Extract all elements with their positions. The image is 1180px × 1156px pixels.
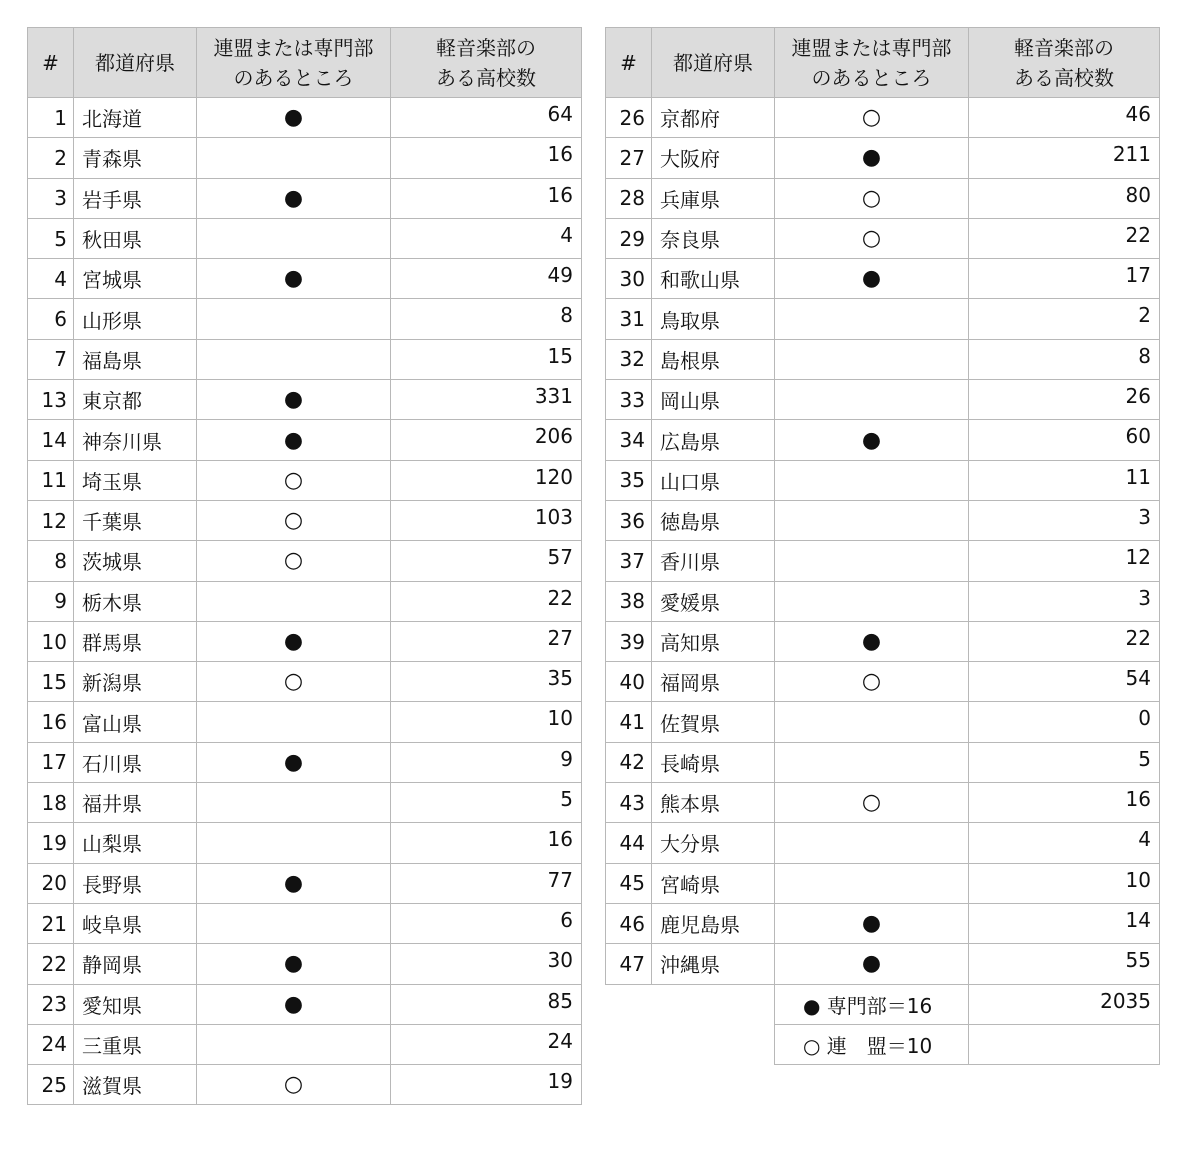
summary-empty-cell: [969, 1024, 1160, 1064]
header-prefecture: 都道府県: [74, 28, 197, 98]
school-count: 77: [391, 863, 582, 903]
prefecture-name: 山口県: [652, 460, 775, 500]
prefecture-name: 群馬県: [74, 621, 197, 661]
prefecture-name: 茨城県: [74, 541, 197, 581]
prefecture-name: 三重県: [74, 1024, 197, 1064]
association-mark: ○: [197, 541, 391, 581]
row-number: 35: [606, 460, 652, 500]
school-count: 15: [391, 339, 582, 379]
header-association-line1: 連盟または専門部: [213, 35, 374, 60]
prefecture-name: 奈良県: [652, 218, 775, 258]
prefecture-name: 青森県: [74, 138, 197, 178]
school-count: 206: [391, 420, 582, 460]
association-mark: ○: [775, 783, 969, 823]
row-number: 23: [28, 984, 74, 1024]
row-number: 15: [28, 662, 74, 702]
school-count: 55: [969, 944, 1160, 984]
school-count: 19: [391, 1065, 582, 1105]
association-mark: ●: [775, 903, 969, 943]
table-row: [606, 420, 1160, 460]
table-row: [28, 1024, 582, 1064]
row-number: 24: [28, 1024, 74, 1064]
association-mark: ○: [775, 178, 969, 218]
prefecture-name: 長野県: [74, 863, 197, 903]
prefecture-table-left: [27, 27, 582, 1105]
association-mark: [197, 218, 391, 258]
header-association-line2: のあるところ: [811, 65, 932, 90]
association-mark: ●: [197, 259, 391, 299]
prefecture-name: 岩手県: [74, 178, 197, 218]
association-mark: [197, 702, 391, 742]
association-mark: ○: [775, 98, 969, 138]
table-row: [28, 259, 582, 299]
row-number: 28: [606, 178, 652, 218]
summary-row-filled: [606, 984, 1160, 1024]
table-row: [606, 380, 1160, 420]
table-row: [28, 460, 582, 500]
row-number: 25: [28, 1065, 74, 1105]
school-count: 9: [391, 742, 582, 782]
association-mark: ●: [197, 420, 391, 460]
school-count: 22: [969, 621, 1160, 661]
school-count: 331: [391, 380, 582, 420]
row-number: 41: [606, 702, 652, 742]
association-mark: ○: [775, 662, 969, 702]
table-row: [28, 218, 582, 258]
row-number: 29: [606, 218, 652, 258]
school-count: 85: [391, 984, 582, 1024]
row-number: 16: [28, 702, 74, 742]
school-count: 16: [969, 783, 1160, 823]
prefecture-name: 岐阜県: [74, 903, 197, 943]
row-number: 6: [28, 299, 74, 339]
row-number: 3: [28, 178, 74, 218]
header-number: #: [28, 28, 74, 98]
prefecture-name: 高知県: [652, 621, 775, 661]
school-count: 16: [391, 178, 582, 218]
row-number: 37: [606, 541, 652, 581]
association-mark: [197, 299, 391, 339]
header-count-line1: 軽音楽部の: [436, 35, 536, 60]
school-count: 14: [969, 903, 1160, 943]
prefecture-name: 佐賀県: [652, 702, 775, 742]
association-mark: [197, 783, 391, 823]
school-count: 103: [391, 500, 582, 540]
table-row: [606, 460, 1160, 500]
table-row: [28, 702, 582, 742]
school-count: 64: [391, 98, 582, 138]
prefecture-name: 山形県: [74, 299, 197, 339]
prefecture-name: 愛知県: [74, 984, 197, 1024]
association-mark: ●: [775, 138, 969, 178]
prefecture-name: 滋賀県: [74, 1065, 197, 1105]
association-mark: ●: [197, 984, 391, 1024]
association-mark: ○: [197, 662, 391, 702]
school-count: 27: [391, 621, 582, 661]
row-number: 1: [28, 98, 74, 138]
row-number: 26: [606, 98, 652, 138]
school-count: 16: [391, 823, 582, 863]
association-mark: ●: [775, 259, 969, 299]
school-count: 46: [969, 98, 1160, 138]
prefecture-name: 愛媛県: [652, 581, 775, 621]
table-row: [28, 1065, 582, 1105]
school-count: 80: [969, 178, 1160, 218]
table-row: [28, 662, 582, 702]
table-row: [606, 702, 1160, 742]
school-count: 2: [969, 299, 1160, 339]
header-count-line2: ある高校数: [436, 65, 536, 90]
table-row: [28, 903, 582, 943]
table-row: [606, 98, 1160, 138]
table-row: [28, 783, 582, 823]
school-count: 10: [391, 702, 582, 742]
table-row: [606, 138, 1160, 178]
table-row: [28, 984, 582, 1024]
table-row: [28, 380, 582, 420]
prefecture-table-right: [605, 27, 1160, 1065]
prefecture-name: 島根県: [652, 339, 775, 379]
header-count-line1: 軽音楽部の: [1014, 35, 1114, 60]
row-number: 31: [606, 299, 652, 339]
header-school-count: [391, 28, 582, 98]
prefecture-name: 埼玉県: [74, 460, 197, 500]
legend-specialty: ● 専門部＝16: [775, 984, 969, 1024]
table-row: [28, 98, 582, 138]
school-count: 10: [969, 863, 1160, 903]
table-row: [28, 138, 582, 178]
prefecture-name: 山梨県: [74, 823, 197, 863]
table-row: [606, 783, 1160, 823]
association-mark: ●: [197, 98, 391, 138]
legend-federation: ○ 連 盟＝10: [775, 1024, 969, 1064]
association-mark: ●: [197, 742, 391, 782]
school-count: 26: [969, 380, 1160, 420]
table-row: [606, 541, 1160, 581]
prefecture-name: 新潟県: [74, 662, 197, 702]
summary-blank: [606, 984, 775, 1065]
table-row: [28, 541, 582, 581]
prefecture-name: 福岡県: [652, 662, 775, 702]
school-count: 8: [969, 339, 1160, 379]
table-row: [28, 178, 582, 218]
school-count: 8: [391, 299, 582, 339]
row-number: 4: [28, 259, 74, 299]
prefecture-name: 沖縄県: [652, 944, 775, 984]
row-number: 9: [28, 581, 74, 621]
association-mark: ●: [197, 621, 391, 661]
header-number: #: [606, 28, 652, 98]
table-row: [606, 742, 1160, 782]
school-count: 0: [969, 702, 1160, 742]
table-row: [606, 500, 1160, 540]
school-count: 22: [969, 218, 1160, 258]
association-mark: ●: [775, 621, 969, 661]
header-association: [197, 28, 391, 98]
association-mark: [775, 500, 969, 540]
school-count: 60: [969, 420, 1160, 460]
prefecture-name: 栃木県: [74, 581, 197, 621]
association-mark: ●: [197, 944, 391, 984]
table-row: [28, 621, 582, 661]
association-mark: [197, 1024, 391, 1064]
row-number: 36: [606, 500, 652, 540]
table-row: [606, 903, 1160, 943]
prefecture-name: 和歌山県: [652, 259, 775, 299]
association-mark: [775, 742, 969, 782]
association-mark: [197, 581, 391, 621]
school-count: 57: [391, 541, 582, 581]
row-number: 13: [28, 380, 74, 420]
prefecture-name: 岡山県: [652, 380, 775, 420]
association-mark: [775, 339, 969, 379]
school-count: 6: [391, 903, 582, 943]
school-count: 211: [969, 138, 1160, 178]
prefecture-name: 静岡県: [74, 944, 197, 984]
row-number: 39: [606, 621, 652, 661]
prefecture-name: 富山県: [74, 702, 197, 742]
row-number: 45: [606, 863, 652, 903]
table-row: [606, 944, 1160, 984]
row-number: 30: [606, 259, 652, 299]
table-row: [606, 299, 1160, 339]
row-number: 17: [28, 742, 74, 782]
prefecture-name: 兵庫県: [652, 178, 775, 218]
association-mark: [775, 541, 969, 581]
school-count: 35: [391, 662, 582, 702]
table-row: [606, 823, 1160, 863]
association-mark: [775, 460, 969, 500]
row-number: 8: [28, 541, 74, 581]
row-number: 47: [606, 944, 652, 984]
school-count: 24: [391, 1024, 582, 1064]
table-row: [606, 218, 1160, 258]
prefecture-name: 長崎県: [652, 742, 775, 782]
prefecture-name: 京都府: [652, 98, 775, 138]
row-number: 34: [606, 420, 652, 460]
table-row: [28, 581, 582, 621]
school-count: 4: [969, 823, 1160, 863]
association-mark: [197, 903, 391, 943]
prefecture-name: 香川県: [652, 541, 775, 581]
table-row: [28, 299, 582, 339]
association-mark: [197, 339, 391, 379]
school-count: 16: [391, 138, 582, 178]
school-count: 17: [969, 259, 1160, 299]
association-mark: ●: [775, 420, 969, 460]
association-mark: [775, 823, 969, 863]
header-association: [775, 28, 969, 98]
association-mark: [197, 823, 391, 863]
header-school-count: [969, 28, 1160, 98]
school-count: 3: [969, 581, 1160, 621]
table-row: [28, 420, 582, 460]
school-count: 30: [391, 944, 582, 984]
row-number: 44: [606, 823, 652, 863]
row-number: 46: [606, 903, 652, 943]
table-row: [606, 339, 1160, 379]
association-mark: ○: [197, 460, 391, 500]
table-row: [606, 621, 1160, 661]
association-mark: ●: [197, 380, 391, 420]
row-number: 43: [606, 783, 652, 823]
table-row: [606, 581, 1160, 621]
school-count: 4: [391, 218, 582, 258]
school-count: 3: [969, 500, 1160, 540]
prefecture-name: 鹿児島県: [652, 903, 775, 943]
row-number: 20: [28, 863, 74, 903]
prefecture-name: 鳥取県: [652, 299, 775, 339]
school-count: 5: [969, 742, 1160, 782]
association-mark: ●: [775, 944, 969, 984]
prefecture-name: 大分県: [652, 823, 775, 863]
school-count: 12: [969, 541, 1160, 581]
school-count: 120: [391, 460, 582, 500]
prefecture-name: 福井県: [74, 783, 197, 823]
row-number: 10: [28, 621, 74, 661]
association-mark: ●: [197, 178, 391, 218]
table-row: [606, 259, 1160, 299]
prefecture-name: 熊本県: [652, 783, 775, 823]
row-number: 14: [28, 420, 74, 460]
prefecture-name: 東京都: [74, 380, 197, 420]
row-number: 33: [606, 380, 652, 420]
prefecture-name: 千葉県: [74, 500, 197, 540]
table-row: [28, 823, 582, 863]
prefecture-name: 宮崎県: [652, 863, 775, 903]
table-header-row: [606, 28, 1160, 98]
association-mark: [775, 299, 969, 339]
school-count: 5: [391, 783, 582, 823]
table-header-row: [28, 28, 582, 98]
association-mark: ●: [197, 863, 391, 903]
association-mark: ○: [775, 218, 969, 258]
association-mark: [775, 702, 969, 742]
school-count: 22: [391, 581, 582, 621]
table-row: [28, 863, 582, 903]
prefecture-name: 北海道: [74, 98, 197, 138]
prefecture-name: 広島県: [652, 420, 775, 460]
row-number: 11: [28, 460, 74, 500]
association-mark: ○: [197, 1065, 391, 1105]
table-row: [606, 863, 1160, 903]
prefecture-name: 宮城県: [74, 259, 197, 299]
row-number: 22: [28, 944, 74, 984]
row-number: 27: [606, 138, 652, 178]
table-row: [606, 178, 1160, 218]
association-mark: ○: [197, 500, 391, 540]
school-count: 54: [969, 662, 1160, 702]
association-mark: [775, 863, 969, 903]
row-number: 7: [28, 339, 74, 379]
total-count: 2035: [969, 984, 1160, 1024]
row-number: 38: [606, 581, 652, 621]
association-mark: [197, 138, 391, 178]
row-number: 18: [28, 783, 74, 823]
association-mark: [775, 581, 969, 621]
row-number: 19: [28, 823, 74, 863]
association-mark: [775, 380, 969, 420]
row-number: 42: [606, 742, 652, 782]
school-count: 11: [969, 460, 1160, 500]
row-number: 21: [28, 903, 74, 943]
header-prefecture: 都道府県: [652, 28, 775, 98]
table-row: [28, 339, 582, 379]
table-row: [28, 944, 582, 984]
row-number: 32: [606, 339, 652, 379]
row-number: 40: [606, 662, 652, 702]
table-row: [606, 662, 1160, 702]
prefecture-name: 石川県: [74, 742, 197, 782]
prefecture-name: 神奈川県: [74, 420, 197, 460]
prefecture-name: 秋田県: [74, 218, 197, 258]
prefecture-name: 徳島県: [652, 500, 775, 540]
row-number: 2: [28, 138, 74, 178]
table-row: [28, 742, 582, 782]
table-row: [28, 500, 582, 540]
header-count-line2: ある高校数: [1014, 65, 1114, 90]
prefecture-name: 大阪府: [652, 138, 775, 178]
row-number: 12: [28, 500, 74, 540]
prefecture-name: 福島県: [74, 339, 197, 379]
row-number: 5: [28, 218, 74, 258]
school-count: 49: [391, 259, 582, 299]
header-association-line2: のあるところ: [233, 65, 354, 90]
header-association-line1: 連盟または専門部: [791, 35, 952, 60]
